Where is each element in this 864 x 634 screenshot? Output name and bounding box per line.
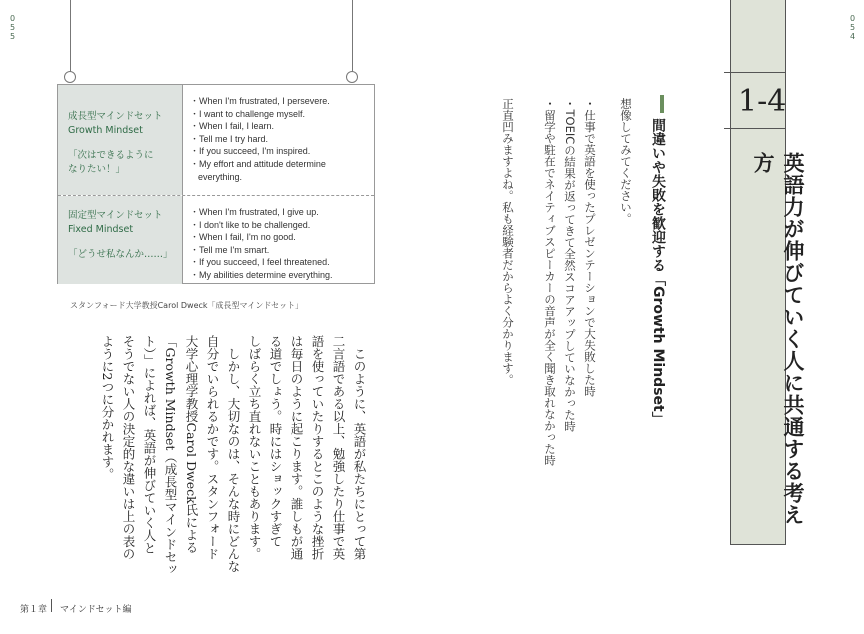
growth-label-en: Growth Mindset	[68, 125, 143, 136]
body-line: ト）」によれば、英語が伸びていく人と	[142, 335, 157, 554]
section-title: 英語力が伸びていく人に共通する考え方	[751, 152, 805, 526]
lead-line: ・TOEICの結果が返ってきて全然スコアアップしていなかった時	[563, 98, 577, 432]
fixed-mindset-label-cell	[58, 196, 182, 284]
table-column-divider	[182, 85, 183, 195]
subheading: 間違いや失敗を歓迎する「Growth Mindset」	[650, 118, 666, 426]
chapter-name: マインドセット編	[60, 605, 132, 615]
growth-statement: ・When I'm frustrated, I persevere.	[190, 96, 330, 106]
growth-statement: ・I want to challenge myself.	[190, 108, 306, 119]
body-line: 二言語である以上、勉強したり仕事で英	[331, 335, 346, 560]
sign-hook-right	[346, 71, 358, 83]
growth-statement: ・If you succeed, I'm inspired.	[190, 146, 311, 157]
body-line: 「Growth Mindset（成長型マインドセッ	[163, 335, 178, 576]
sign-hook-left	[64, 71, 76, 83]
mindset-table	[57, 84, 375, 284]
growth-mindset-row	[58, 85, 374, 195]
body-line: る道でしょう。時にはショックすぎて	[268, 335, 283, 548]
fixed-statement: ・My abilities determine everything.	[190, 269, 333, 280]
body-line: 自分でいられるかです。スタンフォード	[205, 335, 220, 560]
lead-line: 想像してみてください。	[619, 98, 633, 225]
lead-line: ・留学や駐在でネイティブスピーカーの音声が全く聞き取れなかった時	[543, 98, 557, 466]
sign-string-right	[352, 0, 353, 74]
growth-statement: ・Tell me I try hard.	[190, 133, 269, 144]
fixed-label-jp: 固定型マインドセット	[68, 210, 163, 221]
body-line: このように、英語が私たちにとって第	[352, 335, 367, 560]
body-line: そうでない人の決定的な違いは上の表の	[121, 335, 136, 560]
growth-statements	[190, 95, 372, 183]
body-line: ように2つに分かれます。	[100, 335, 115, 481]
section-number: 1-4	[738, 84, 787, 119]
fixed-statement: ・When I fail, I'm no good.	[190, 232, 296, 243]
section-rule-top	[724, 72, 786, 73]
fixed-statement: ・If you succeed, I feel threatened.	[190, 257, 330, 268]
fixed-statement: ・Tell me I'm smart.	[190, 244, 270, 255]
body-line: 大学心理学教授Carol Dweck氏による	[184, 335, 199, 554]
table-caption: スタンフォード大学教授Carol Dweck「成長型マインドセット」	[70, 301, 304, 310]
footer-divider	[51, 599, 52, 612]
fixed-statements	[190, 206, 372, 282]
sign-string-left	[70, 0, 71, 74]
fixed-statement: ・I don't like to be challenged.	[190, 219, 311, 230]
subheading-accent-bar	[660, 95, 664, 113]
fixed-mindset-row	[58, 196, 374, 284]
fixed-statement: ・When I'm frustrated, I give up.	[190, 207, 319, 217]
page-number-right: 054	[848, 14, 857, 41]
body-line: 語を使っていたりするとこのような挫折	[310, 335, 325, 560]
growth-statement: ・My effort and attitude determine everything.	[190, 158, 326, 182]
body-line: しかし、大切なのは、そんな時にどんな	[226, 335, 241, 573]
lead-line: 正直凹みますよね。私も経験者だからよく分かります。	[501, 98, 515, 386]
lead-line: ・仕事で英語を使ったプレゼンテーションで大失敗した時	[583, 98, 597, 397]
growth-statement: ・When I fail, I learn.	[190, 121, 275, 132]
fixed-quote: 「どうせ私なんか……」	[68, 249, 173, 260]
body-text-left	[80, 335, 370, 585]
chapter-number: 第１章	[20, 605, 48, 615]
body-line: は毎日のように起こります。誰しもが通	[289, 335, 304, 560]
page-number-left: 055	[8, 14, 17, 41]
fixed-label-en: Fixed Mindset	[68, 224, 134, 235]
section-rule-bottom	[724, 128, 786, 129]
growth-quote: 「次はできるように なりたい！」	[68, 150, 154, 175]
body-line: しばらく立ち直れないこともあります。	[247, 335, 262, 560]
table-column-divider	[182, 196, 183, 284]
growth-mindset-label-cell	[58, 85, 182, 195]
growth-label-jp: 成長型マインドセット	[68, 111, 163, 122]
